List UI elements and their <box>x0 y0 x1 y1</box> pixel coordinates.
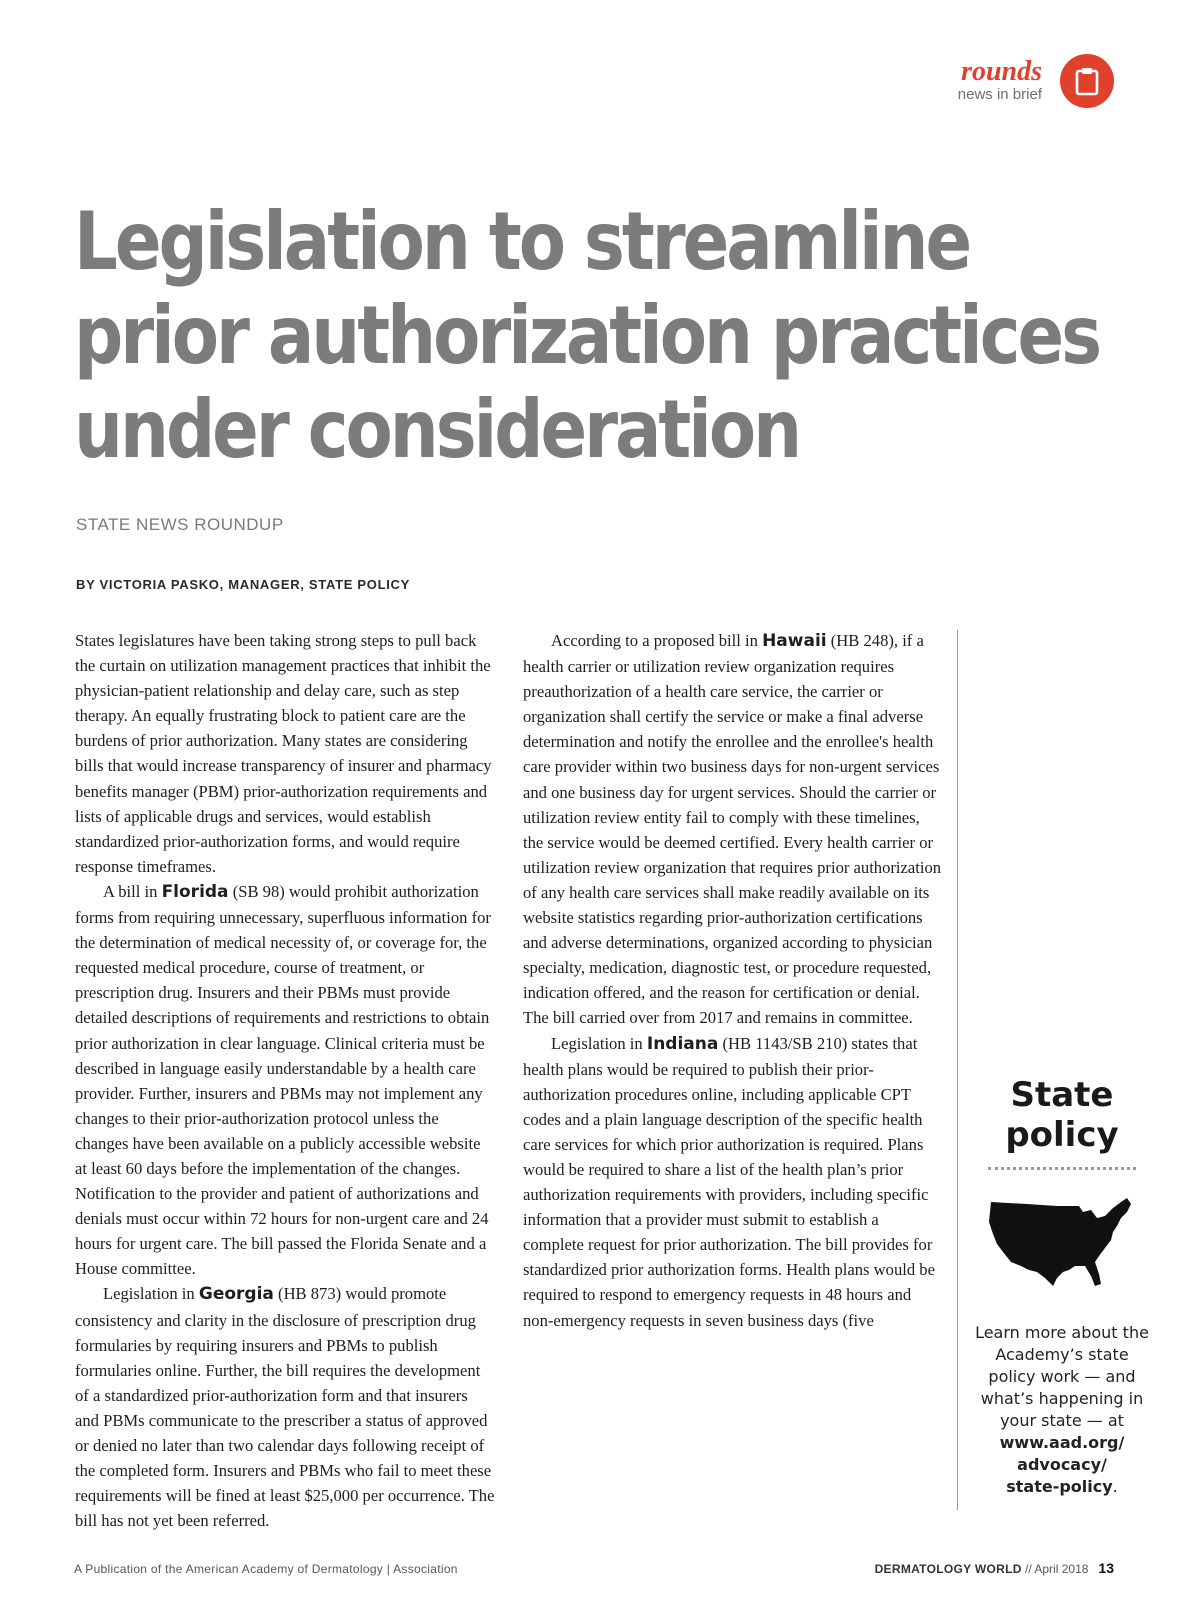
paragraph-text: (HB 248), if a health carrier or utilization review organization requires preauthorization of a health care service, the carrier or organization shall certify the service or make a final adverse determination and notify the enrollee and the enrollee's health care provider within two business days for non-urgent services and one business day for urgent services. Should the carrier or utilization review entity fail to comply with these timelines, the service would be deemed certified. Every health carrier or utilization review organization that requires prior authorization of any health care services shall make readily available on its website statistics regarding prior-authorization certifications and adverse determinations, organized according to physician specialty, medication, diagnostic test, or procedure requested, indication offered, and the reason for certification or denial. The bill carried over from 2017 and remains in committee. <box>523 631 942 1028</box>
link-line[interactable]: advocacy/ <box>1017 1455 1107 1474</box>
paragraph-text: (HB 873) would promote consistency and clarity in the disclosure of prescription drug formularies by requiring insurers and PBMs to publish formularies online. Further, the bill requires the development of a standardized prior-authorization form and that insurers and PBMs communicate to the prescriber a status of approved or denied no later than two calendar days following receipt of the completed form. Insurers and PBMs who fail to meet these requirements will be fined at least $25,000 per occurrence. The bill has not yet been referred. <box>75 1284 495 1531</box>
sidebar-body-text: Learn more about the Academy’s state policy work — and what’s happening in your state — at <box>975 1323 1149 1430</box>
page-number: 13 <box>1098 1560 1114 1576</box>
state-name: Indiana <box>646 1033 719 1054</box>
headline-line: under consideration <box>74 383 800 476</box>
section-header <box>958 54 1114 108</box>
section-badge <box>1060 54 1114 108</box>
headline-line: Legislation to streamline <box>74 195 970 288</box>
link-period: . <box>1112 1477 1118 1496</box>
paragraph-text: Legislation in <box>103 1284 199 1304</box>
paragraph-text: A bill in <box>103 881 162 901</box>
paragraph: States legislatures have been taking strong steps to pull back the curtain on utilization management practices that inhibit the physician-patient relationship and delay care, such as step therapy. An equally frustrating block to patient care are the burdens of prior authorization. Many states are considering bills that would increase transparency of insurer and pharmacy benefits manager (PBM) prior-authorization requirements and lists of applicable drugs and services, would establish standardized prior-authorization forms, and would require response timeframes. <box>75 631 492 876</box>
sidebar-title-line: State <box>1010 1075 1114 1115</box>
publication-name: DERMATOLOGY WORLD <box>874 1562 1022 1576</box>
footer-publisher: A Publication of the American Academy of Dermatology | Association <box>74 1562 458 1576</box>
clipboard-icon <box>1074 66 1100 96</box>
sidebar-title <box>972 1075 1152 1155</box>
paragraph-text: Legislation in <box>551 1033 647 1053</box>
link-line[interactable]: state-policy <box>1006 1477 1113 1496</box>
link-line[interactable]: www.aad.org/ <box>999 1433 1125 1452</box>
paragraph-text: According to a proposed bill in <box>551 631 763 650</box>
footer-folio <box>875 1560 1114 1576</box>
sidebar-title-line: policy <box>1005 1115 1119 1155</box>
column-divider <box>957 630 958 1510</box>
kicker: STATE NEWS ROUNDUP <box>76 515 284 534</box>
paragraph <box>75 879 495 1282</box>
sidebar-box <box>972 1075 1152 1498</box>
sidebar-text <box>972 1322 1152 1498</box>
byline: BY VICTORIA PASKO, MANAGER, STATE POLICY <box>76 577 411 592</box>
state-name: Florida <box>161 881 229 902</box>
issue-date: April 2018 <box>1034 1562 1089 1576</box>
column-right <box>523 628 943 1333</box>
paragraph <box>523 1031 943 1333</box>
state-policy-link[interactable] <box>972 1432 1152 1498</box>
state-name: Georgia <box>198 1284 274 1305</box>
dotted-divider <box>988 1167 1136 1170</box>
headline-line: prior authorization practices <box>74 289 1100 382</box>
section-subtitle: news in brief <box>957 86 1042 103</box>
state-name: Hawaii <box>762 631 827 651</box>
paragraph-text: (HB 1143/SB 210) states that health plans would be required to publish their prior-authorization procedures online, including applicable CPT codes and a plain language description of the specific health care services for which prior authorization is required. Plans would be required to share a list of the health plan’s prior authorization requirements with providers, including specific information that a provider must submit to establish a complete request for prior authorization. The bill provides for standardized prior authorization forms. Health plans would be required to respond to emergency requests in 48 hours and non-emergency requests in seven business days (five <box>523 1033 935 1330</box>
column-left <box>75 628 495 1533</box>
page-title <box>74 195 1100 477</box>
paragraph <box>75 1281 495 1533</box>
us-map-icon <box>987 1192 1137 1292</box>
paragraph <box>523 628 943 1031</box>
paragraph-text: (SB 98) would prohibit authorization forms from requiring unnecessary, superfluous information for the determination of medical necessity of, or coverage for, the requested medical procedure, course of treatment, or prescription drug. Insurers and their PBMs must provide detailed descriptions of requirements and restrictions to obtain prior authorization in clear language. Clinical criteria must be described in language easily understandable by a health care provider. Further, insurers and PBMs may not implement any changes to their prior-authorization protocol unless the changes have been available on a publicly accessible website at least 60 days before the implementation of the changes. Notification to the provider and patient of authorizations and denials must occur within 72 hours for non-urgent care and 24 hours for urgent care. The bill passed the Florida Senate and a House committee. <box>75 881 491 1279</box>
section-title: rounds <box>961 56 1042 87</box>
section-label <box>958 58 1042 104</box>
footer-separator: // <box>1021 1562 1035 1576</box>
